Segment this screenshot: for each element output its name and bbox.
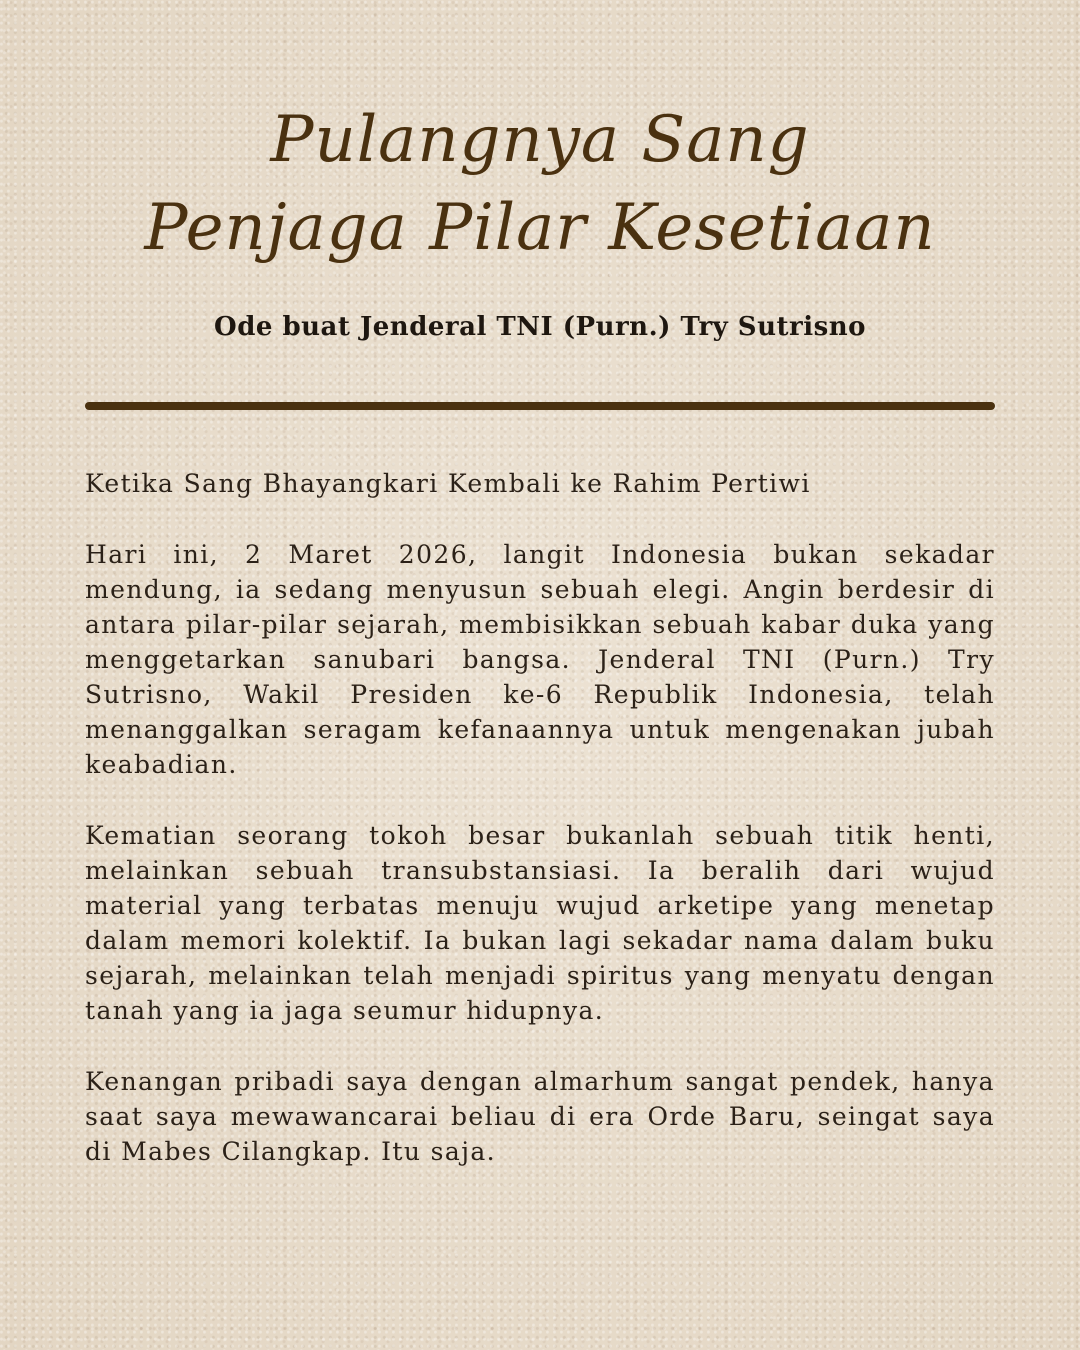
paragraph-1: Hari ini, 2 Maret 2026, langit Indonesia bukan sekadar mendung, ia sedang menyusun sebuah elegi. Angin berdesir di antara pilar-pilar sejarah, membisikkan sebuah kabar duka yang menggetarkan sanubari bangsa. Jenderal TNI (Purn.) Try Sutrisno, Wakil Presiden ke-6 Republik Indonesia, telah menanggalkan seragam kefanaannya untuk mengenakan jubah keabadian. (85, 540, 995, 779)
paragraph-2: Kematian seorang tokoh besar bukanlah sebuah titik henti, melainkan sebuah transubstansiasi. Ia beralih dari wujud material yang terbatas menuju wujud arketipe yang menetap dalam memori kolektif. Ia bukan lagi sekadar nama dalam buku sejarah, melainkan telah menjadi spiritus yang menyatu dengan tanah yang ia jaga seumur hidupnya. (85, 821, 995, 1025)
title-line-2: Penjaga Pilar Kesetiaan (144, 191, 936, 265)
divider-rule (85, 402, 995, 410)
body-text (85, 466, 995, 1205)
intro-line: Ketika Sang Bhayangkari Kembali ke Rahim Pertiwi (85, 469, 811, 498)
title-line-1: Pulangnya Sang (270, 103, 810, 177)
paragraph-3: Kenangan pribadi saya dengan almarhum sangat pendek, hanya saat saya mewawancarai beliau di era Orde Baru, seingat saya di Mabes Cilangkap. Itu saja. (85, 1067, 995, 1166)
page-subtitle: Ode buat Jenderal TNI (Purn.) Try Sutrisno (214, 312, 866, 342)
page-title (0, 96, 1080, 272)
